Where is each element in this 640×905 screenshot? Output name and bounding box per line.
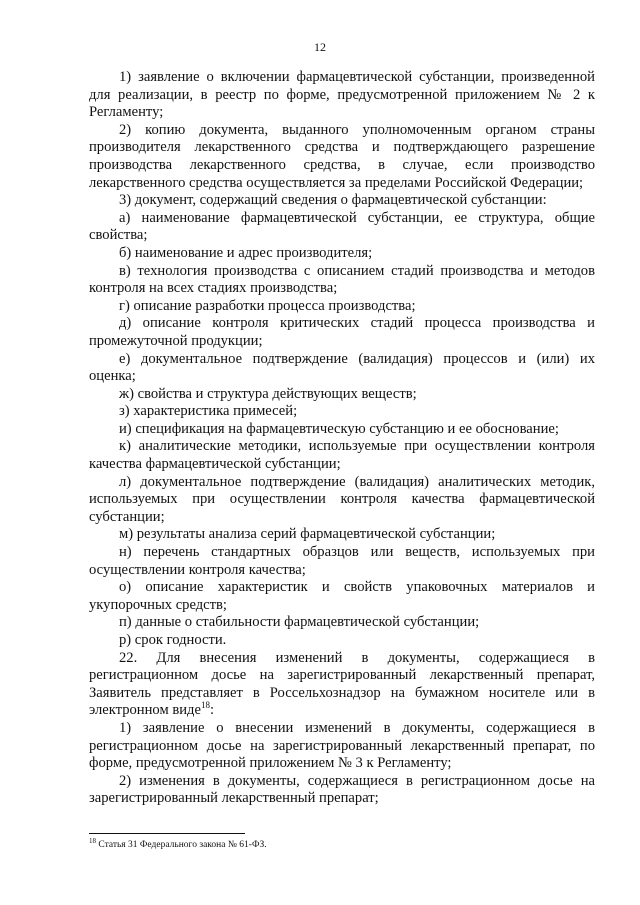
subitem-m: м) результаты анализа серий фармацевтической субстанции;	[119, 526, 496, 543]
section-22-tail: :	[209, 702, 214, 719]
section-22-item-2: 2) изменения в документы, содержащиеся в регистрационном досье на зарегистрированный лекарственный препарат;	[89, 772, 595, 807]
subitem-a: а) наименование фармацевтической субстанции, ее структура, общие свойства;	[89, 209, 595, 244]
footnote-text: Статья 31 Федерального закона № 61-ФЗ.	[96, 840, 267, 850]
subitem-zh: ж) свойства и структура действующих веществ;	[119, 385, 417, 402]
subitem-e: е) документальное подтверждение (валидация) процессов и (или) их оценка;	[89, 350, 595, 385]
subitem-k: к) аналитические методики, используемые при осуществлении контроля качества фармацевтической субстанции;	[89, 438, 595, 473]
subitem-l: л) документальное подтверждение (валидация) аналитических методик, используемых при осуществлении контроля качества фармацевтической субстанции;	[89, 473, 595, 525]
section-22-text: 22. Для внесения изменений в документы, содержащиеся в регистрационном досье на зарегистрированный лекарственный препарат, Заявитель представляет в Россельхознадзор на бумажном носителе или в электронном виде	[89, 649, 595, 719]
footnote-number: 18	[89, 836, 96, 845]
footnote-divider	[89, 833, 245, 834]
subitem-b: б) наименование и адрес производителя;	[119, 244, 373, 261]
subitem-d: д) описание контроля критических стадий процесса производства и промежуточной продукции;	[89, 315, 595, 349]
page-number: 12	[314, 40, 326, 54]
paragraph-item-2: 2) копию документа, выданного уполномоченным органом страны производителя лекарственного средства и подтверждающего разрешение производства лекарственного средства, в случае, если производство лекарственного средства осуществляется за пределами Российской Федерации;	[89, 121, 595, 191]
footnote-reference[interactable]: 18	[200, 700, 210, 711]
subitem-r: р) срок годности.	[119, 632, 227, 648]
section-22-paragraph	[89, 650, 595, 720]
section-22-item-1: 1) заявление о внесении изменений в документы, содержащиеся в регистрационном досье на зарегистрированный лекарственный препарат, по форме, предусмотренной приложением № 3 к Регламенту;	[89, 719, 595, 772]
subitem-v: в) технология производства с описанием стадий производства и методов контроля на всех стадиях производства;	[89, 262, 595, 297]
subitem-o: о) описание характеристик и свойств упаковочных материалов и укупорочных средств;	[89, 579, 595, 613]
paragraph-item-3: 3) документ, содержащий сведения о фармацевтической субстанции:	[119, 192, 547, 209]
document-body	[89, 69, 595, 808]
subitem-i: и) спецификация на фармацевтическую субстанцию и ее обоснование;	[119, 420, 559, 437]
subitem-g: г) описание разработки процесса производства;	[119, 297, 416, 314]
subitem-n: н) перечень стандартных образцов или веществ, используемых при осуществлении контроля качества;	[89, 544, 595, 578]
footnote	[89, 836, 595, 851]
subitem-p: п) данные о стабильности фармацевтической субстанции;	[119, 614, 480, 631]
subitem-z: з) характеристика примесей;	[119, 403, 298, 420]
paragraph-item-1: 1) заявление о включении фармацевтической субстанции, произведенной для реализации, в реестр по форме, предусмотренной приложением № 2 к Регламенту;	[89, 69, 595, 121]
